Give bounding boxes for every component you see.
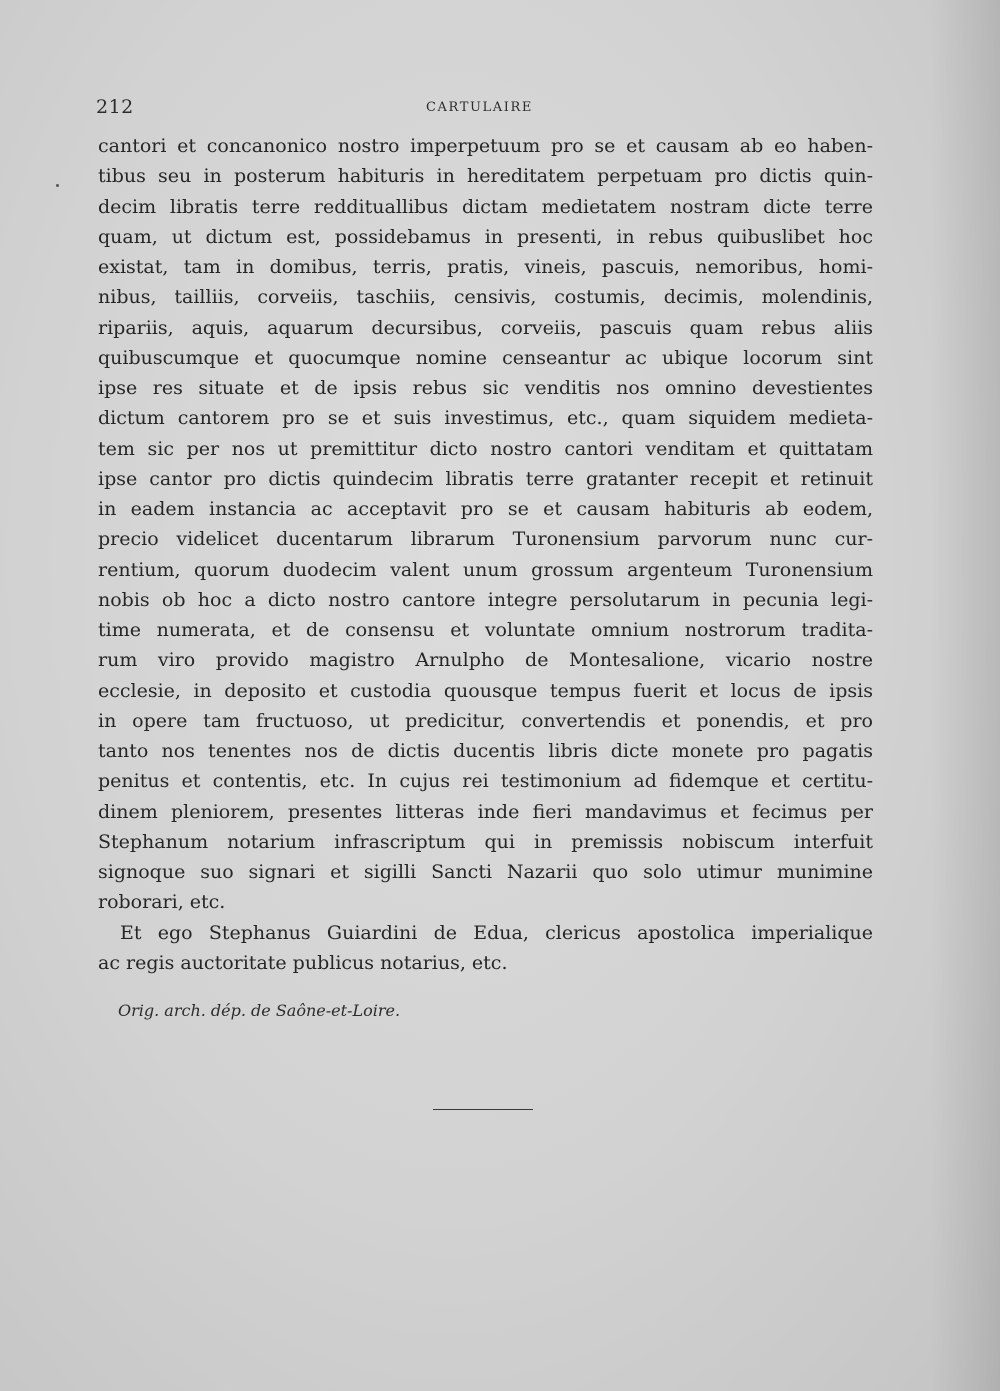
text-line: nibus, tailliis, corveiis, taschiis, censivis, costumis, decimis, molendinis, — [98, 286, 873, 309]
text-line: ipse cantor pro dictis quindecim libratis terre gratanter recepit et retinuit — [98, 467, 873, 490]
text-line: precio videlicet ducentarum librarum Turonensium parvorum nunc cur- — [98, 528, 873, 551]
source-citation: Orig. arch. dép. de Saône-et-Loire. — [118, 1001, 401, 1020]
text-line: roborari, etc. — [98, 891, 226, 914]
text-line: tem sic per nos ut premittitur dicto nostro cantori venditam et quittatam — [98, 437, 873, 460]
text-line: ipse res situate et de ipsis rebus sic venditis nos omnino devestientes — [98, 377, 873, 399]
text-line: ecclesie, in deposito et custodia quousque tempus fuerit et locus de ipsis — [98, 679, 873, 702]
text-line: dictum cantorem pro se et suis investimus, etc., quam siquidem medieta- — [98, 407, 873, 430]
text-line: existat, tam in domibus, terris, pratis, vineis, pascuis, nemoribus, homi- — [98, 256, 873, 278]
text-line: ripariis, aquis, aquarum decursibus, corveiis, pascuis quam rebus aliis — [98, 316, 873, 339]
text-line: ac regis auctoritate publicus notarius, etc. — [98, 951, 508, 974]
running-title: CARTULAIRE — [426, 100, 533, 115]
text-line: dinem pleniorem, presentes litteras inde fieri mandavimus et fecimus per — [98, 800, 873, 823]
text-line: decim libratis terre reddituallibus dictam medietatem nostram dicte terre — [98, 195, 873, 218]
margin-mark — [56, 184, 59, 187]
text-line: penitus et contentis, etc. In cujus rei testimonium ad fidemque et certitu- — [98, 770, 873, 793]
page-edge-shadow — [930, 0, 1000, 1391]
text-line: rentium, quorum duodecim valent unum grossum argenteum Turonensium — [98, 558, 873, 581]
text-line: signoque suo signari et sigilli Sancti Nazarii quo solo utimur munimine — [98, 861, 873, 883]
text-line: time numerata, et de consensu et voluntate omnium nostrorum tradita- — [98, 619, 873, 641]
text-line: nobis ob hoc a dicto nostro cantore integre persolutarum in pecunia legi- — [98, 588, 873, 611]
text-line: rum viro provido magistro Arnulpho de Montesalione, vicario nostre — [98, 649, 873, 672]
text-line: tanto nos tenentes nos de dictis ducentis libris dicte monete pro pagatis — [98, 740, 873, 762]
text-line: cantori et concanonico nostro imperpetuum pro se et causam ab eo haben- — [98, 135, 873, 157]
page-number: 212 — [96, 96, 134, 118]
end-rule — [433, 1109, 533, 1110]
paragraph-2 — [98, 918, 873, 979]
text-line: in opere tam fructuoso, ut predicitur, convertendis et ponendis, et pro — [98, 709, 873, 732]
text-line: Et ego Stephanus Guiardini de Edua, clericus apostolica imperialique — [120, 921, 873, 944]
text-line: tibus seu in posterum habituris in hereditatem perpetuam pro dictis quin- — [98, 165, 873, 188]
text-line: in eadem instancia ac acceptavit pro se et causam habituris ab eodem, — [98, 498, 873, 520]
main-text — [98, 131, 873, 978]
text-line: quam, ut dictum est, possidebamus in presenti, in rebus quibuslibet hoc — [98, 225, 873, 248]
running-head — [96, 96, 886, 126]
text-line: Stephanum notarium infrascriptum qui in premissis nobiscum interfuit — [98, 830, 873, 853]
text-line: quibuscumque et quocumque nomine censeantur ac ubique locorum sint — [98, 346, 873, 369]
paragraph-1 — [98, 131, 873, 918]
